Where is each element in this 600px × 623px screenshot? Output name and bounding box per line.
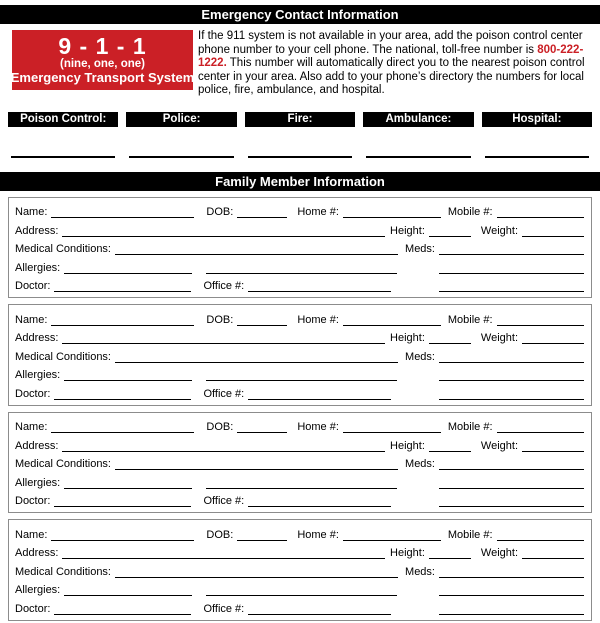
911-subtitle: Emergency Transport System bbox=[10, 70, 195, 86]
address-field-line[interactable] bbox=[62, 451, 385, 452]
doctor-label: Doctor: bbox=[15, 387, 51, 400]
member-row-name bbox=[15, 200, 584, 219]
member-row-address bbox=[15, 326, 584, 345]
home-phone-field-line[interactable] bbox=[343, 540, 441, 541]
weight-label: Weight: bbox=[480, 224, 518, 237]
doctor-field-line[interactable] bbox=[54, 506, 191, 507]
medical-conditions-label: Medical Conditions: bbox=[15, 565, 111, 578]
mobile-phone-label: Mobile #: bbox=[447, 313, 493, 326]
911-badge bbox=[12, 30, 193, 90]
fire-number-line[interactable] bbox=[248, 156, 352, 158]
poison-control-phone-number: 800-222-1222. bbox=[198, 43, 584, 70]
medical-conditions-field-line[interactable] bbox=[115, 362, 398, 363]
allergies-continuation-line[interactable] bbox=[206, 273, 397, 274]
member-row-allergies bbox=[15, 363, 584, 382]
meds-continuation-line-1[interactable] bbox=[439, 595, 584, 596]
member-row-name bbox=[15, 415, 584, 434]
family-member-block-4 bbox=[8, 519, 592, 621]
mobile-phone-field-line[interactable] bbox=[497, 325, 584, 326]
height-label: Height: bbox=[390, 547, 425, 560]
meds-continuation-line-1[interactable] bbox=[439, 380, 584, 381]
doctor-field-line[interactable] bbox=[54, 291, 191, 292]
911-words: (nine, one, one) bbox=[60, 57, 145, 70]
doctor-field-line[interactable] bbox=[54, 614, 191, 615]
member-row-name bbox=[15, 307, 584, 326]
mobile-phone-field-line[interactable] bbox=[497, 432, 584, 433]
name-field-line[interactable] bbox=[51, 217, 194, 218]
911-number: 9 - 1 - 1 bbox=[58, 32, 147, 59]
member-row-address bbox=[15, 218, 584, 237]
member-row-doctor bbox=[15, 381, 584, 400]
medical-conditions-label: Medical Conditions: bbox=[15, 243, 111, 256]
member-row-address bbox=[15, 433, 584, 452]
allergies-label: Allergies: bbox=[15, 476, 61, 489]
office-phone-label: Office #: bbox=[203, 495, 245, 508]
meds-field-line[interactable] bbox=[439, 362, 584, 363]
meds-continuation-line-2[interactable] bbox=[439, 291, 584, 292]
name-field-line[interactable] bbox=[51, 540, 194, 541]
dob-field-line[interactable] bbox=[237, 325, 287, 326]
police-number-line[interactable] bbox=[129, 156, 233, 158]
member-row-doctor bbox=[15, 489, 584, 508]
poison-control-number-line[interactable] bbox=[11, 156, 115, 158]
dob-label: DOB: bbox=[206, 528, 234, 541]
meds-continuation-line-2[interactable] bbox=[439, 506, 584, 507]
allergies-continuation-line[interactable] bbox=[206, 488, 397, 489]
weight-label: Weight: bbox=[480, 547, 518, 560]
family-member-block-1 bbox=[8, 197, 592, 299]
meds-continuation-line-1[interactable] bbox=[439, 273, 584, 274]
allergies-field-line[interactable] bbox=[64, 380, 192, 381]
member-row-allergies bbox=[15, 255, 584, 274]
ambulance-label: Ambulance: bbox=[363, 112, 473, 127]
home-phone-label: Home #: bbox=[297, 206, 339, 219]
office-phone-label: Office #: bbox=[203, 602, 245, 615]
meds-field-line[interactable] bbox=[439, 469, 584, 470]
home-phone-field-line[interactable] bbox=[343, 217, 441, 218]
hospital-label: Hospital: bbox=[482, 112, 592, 127]
address-field-line[interactable] bbox=[62, 343, 385, 344]
home-phone-label: Home #: bbox=[297, 528, 339, 541]
emergency-section-header bbox=[0, 5, 600, 24]
medical-conditions-field-line[interactable] bbox=[115, 577, 398, 578]
meds-field-line[interactable] bbox=[439, 254, 584, 255]
doctor-field-line[interactable] bbox=[54, 399, 191, 400]
member-row-allergies bbox=[15, 578, 584, 597]
address-label: Address: bbox=[15, 332, 59, 345]
home-phone-label: Home #: bbox=[297, 421, 339, 434]
name-label: Name: bbox=[15, 313, 48, 326]
member-row-name bbox=[15, 522, 584, 541]
height-field-line[interactable] bbox=[429, 451, 471, 452]
allergies-label: Allergies: bbox=[15, 584, 61, 597]
weight-field-line[interactable] bbox=[522, 236, 584, 237]
height-field-line[interactable] bbox=[429, 558, 471, 559]
intro-section bbox=[12, 30, 588, 98]
meds-label: Meds: bbox=[405, 243, 435, 256]
member-row-medical bbox=[15, 237, 584, 256]
ambulance-number-line[interactable] bbox=[366, 156, 470, 158]
meds-continuation-line-1[interactable] bbox=[439, 488, 584, 489]
dob-label: DOB: bbox=[206, 421, 234, 434]
height-field-line[interactable] bbox=[429, 343, 471, 344]
address-label: Address: bbox=[15, 547, 59, 560]
weight-field-line[interactable] bbox=[522, 451, 584, 452]
family-section-header bbox=[0, 172, 600, 191]
medical-conditions-label: Medical Conditions: bbox=[15, 350, 111, 363]
family-member-block-2 bbox=[8, 304, 592, 406]
name-label: Name: bbox=[15, 528, 48, 541]
weight-label: Weight: bbox=[480, 332, 518, 345]
office-phone-field-line[interactable] bbox=[248, 399, 391, 400]
meds-label: Meds: bbox=[405, 565, 435, 578]
height-label: Height: bbox=[390, 332, 425, 345]
doctor-label: Doctor: bbox=[15, 495, 51, 508]
allergies-field-line[interactable] bbox=[64, 595, 192, 596]
mobile-phone-label: Mobile #: bbox=[447, 528, 493, 541]
member-row-medical bbox=[15, 344, 584, 363]
doctor-label: Doctor: bbox=[15, 280, 51, 293]
meds-label: Meds: bbox=[405, 458, 435, 471]
height-field-line[interactable] bbox=[429, 236, 471, 237]
weight-label: Weight: bbox=[480, 439, 518, 452]
police-label: Police: bbox=[126, 112, 236, 127]
address-field-line[interactable] bbox=[62, 236, 385, 237]
doctor-label: Doctor: bbox=[15, 602, 51, 615]
emergency-contacts-label-row bbox=[0, 112, 600, 127]
allergies-continuation-line[interactable] bbox=[206, 380, 397, 381]
emergency-section-title: Emergency Contact Information bbox=[201, 7, 399, 22]
height-label: Height: bbox=[390, 224, 425, 237]
office-phone-field-line[interactable] bbox=[248, 291, 391, 292]
name-label: Name: bbox=[15, 421, 48, 434]
dob-field-line[interactable] bbox=[237, 540, 287, 541]
mobile-phone-label: Mobile #: bbox=[447, 421, 493, 434]
allergies-label: Allergies: bbox=[15, 261, 61, 274]
family-member-block-3 bbox=[8, 412, 592, 514]
address-field-line[interactable] bbox=[62, 558, 385, 559]
mobile-phone-field-line[interactable] bbox=[497, 217, 584, 218]
member-row-allergies bbox=[15, 470, 584, 489]
office-phone-label: Office #: bbox=[203, 387, 245, 400]
fire-label: Fire: bbox=[245, 112, 355, 127]
dob-label: DOB: bbox=[206, 206, 234, 219]
office-phone-field-line[interactable] bbox=[248, 614, 391, 615]
home-phone-field-line[interactable] bbox=[343, 432, 441, 433]
intro-text-before: If the 911 system is not available in your area, add the poison control center phone number to your cell phone. The national, toll-free number is bbox=[198, 30, 583, 56]
meds-field-line[interactable] bbox=[439, 577, 584, 578]
office-phone-label: Office #: bbox=[203, 280, 245, 293]
allergies-continuation-line[interactable] bbox=[206, 595, 397, 596]
family-section-title: Family Member Information bbox=[215, 173, 385, 189]
dob-field-line[interactable] bbox=[237, 432, 287, 433]
dob-field-line[interactable] bbox=[237, 217, 287, 218]
meds-label: Meds: bbox=[405, 350, 435, 363]
meds-continuation-line-2[interactable] bbox=[439, 614, 584, 615]
member-row-medical bbox=[15, 559, 584, 578]
family-member-blocks bbox=[0, 197, 600, 621]
member-row-doctor bbox=[15, 596, 584, 615]
name-field-line[interactable] bbox=[51, 432, 194, 433]
height-label: Height: bbox=[390, 439, 425, 452]
address-label: Address: bbox=[15, 224, 59, 237]
emergency-contacts-blank-row bbox=[0, 156, 600, 158]
home-phone-label: Home #: bbox=[297, 313, 339, 326]
member-row-doctor bbox=[15, 274, 584, 293]
medical-conditions-field-line[interactable] bbox=[115, 469, 398, 470]
dob-label: DOB: bbox=[206, 313, 234, 326]
poison-control-label: Poison Control: bbox=[8, 112, 118, 127]
mobile-phone-label: Mobile #: bbox=[447, 206, 493, 219]
medical-conditions-field-line[interactable] bbox=[115, 254, 398, 255]
allergies-field-line[interactable] bbox=[64, 273, 192, 274]
allergies-label: Allergies: bbox=[15, 369, 61, 382]
mobile-phone-field-line[interactable] bbox=[497, 540, 584, 541]
weight-field-line[interactable] bbox=[522, 343, 584, 344]
intro-text-after: This number will automatically direct you to the nearest poison control center in your area. Also add to your phone’s directory the numbers for local police, fire, ambulance, and hospital. bbox=[198, 57, 585, 97]
hospital-number-line[interactable] bbox=[485, 156, 589, 158]
medical-conditions-label: Medical Conditions: bbox=[15, 458, 111, 471]
office-phone-field-line[interactable] bbox=[248, 506, 391, 507]
name-field-line[interactable] bbox=[51, 325, 194, 326]
member-row-address bbox=[15, 541, 584, 560]
address-label: Address: bbox=[15, 439, 59, 452]
intro-paragraph bbox=[198, 30, 588, 98]
member-row-medical bbox=[15, 452, 584, 471]
allergies-field-line[interactable] bbox=[64, 488, 192, 489]
meds-continuation-line-2[interactable] bbox=[439, 399, 584, 400]
home-phone-field-line[interactable] bbox=[343, 325, 441, 326]
weight-field-line[interactable] bbox=[522, 558, 584, 559]
name-label: Name: bbox=[15, 206, 48, 219]
